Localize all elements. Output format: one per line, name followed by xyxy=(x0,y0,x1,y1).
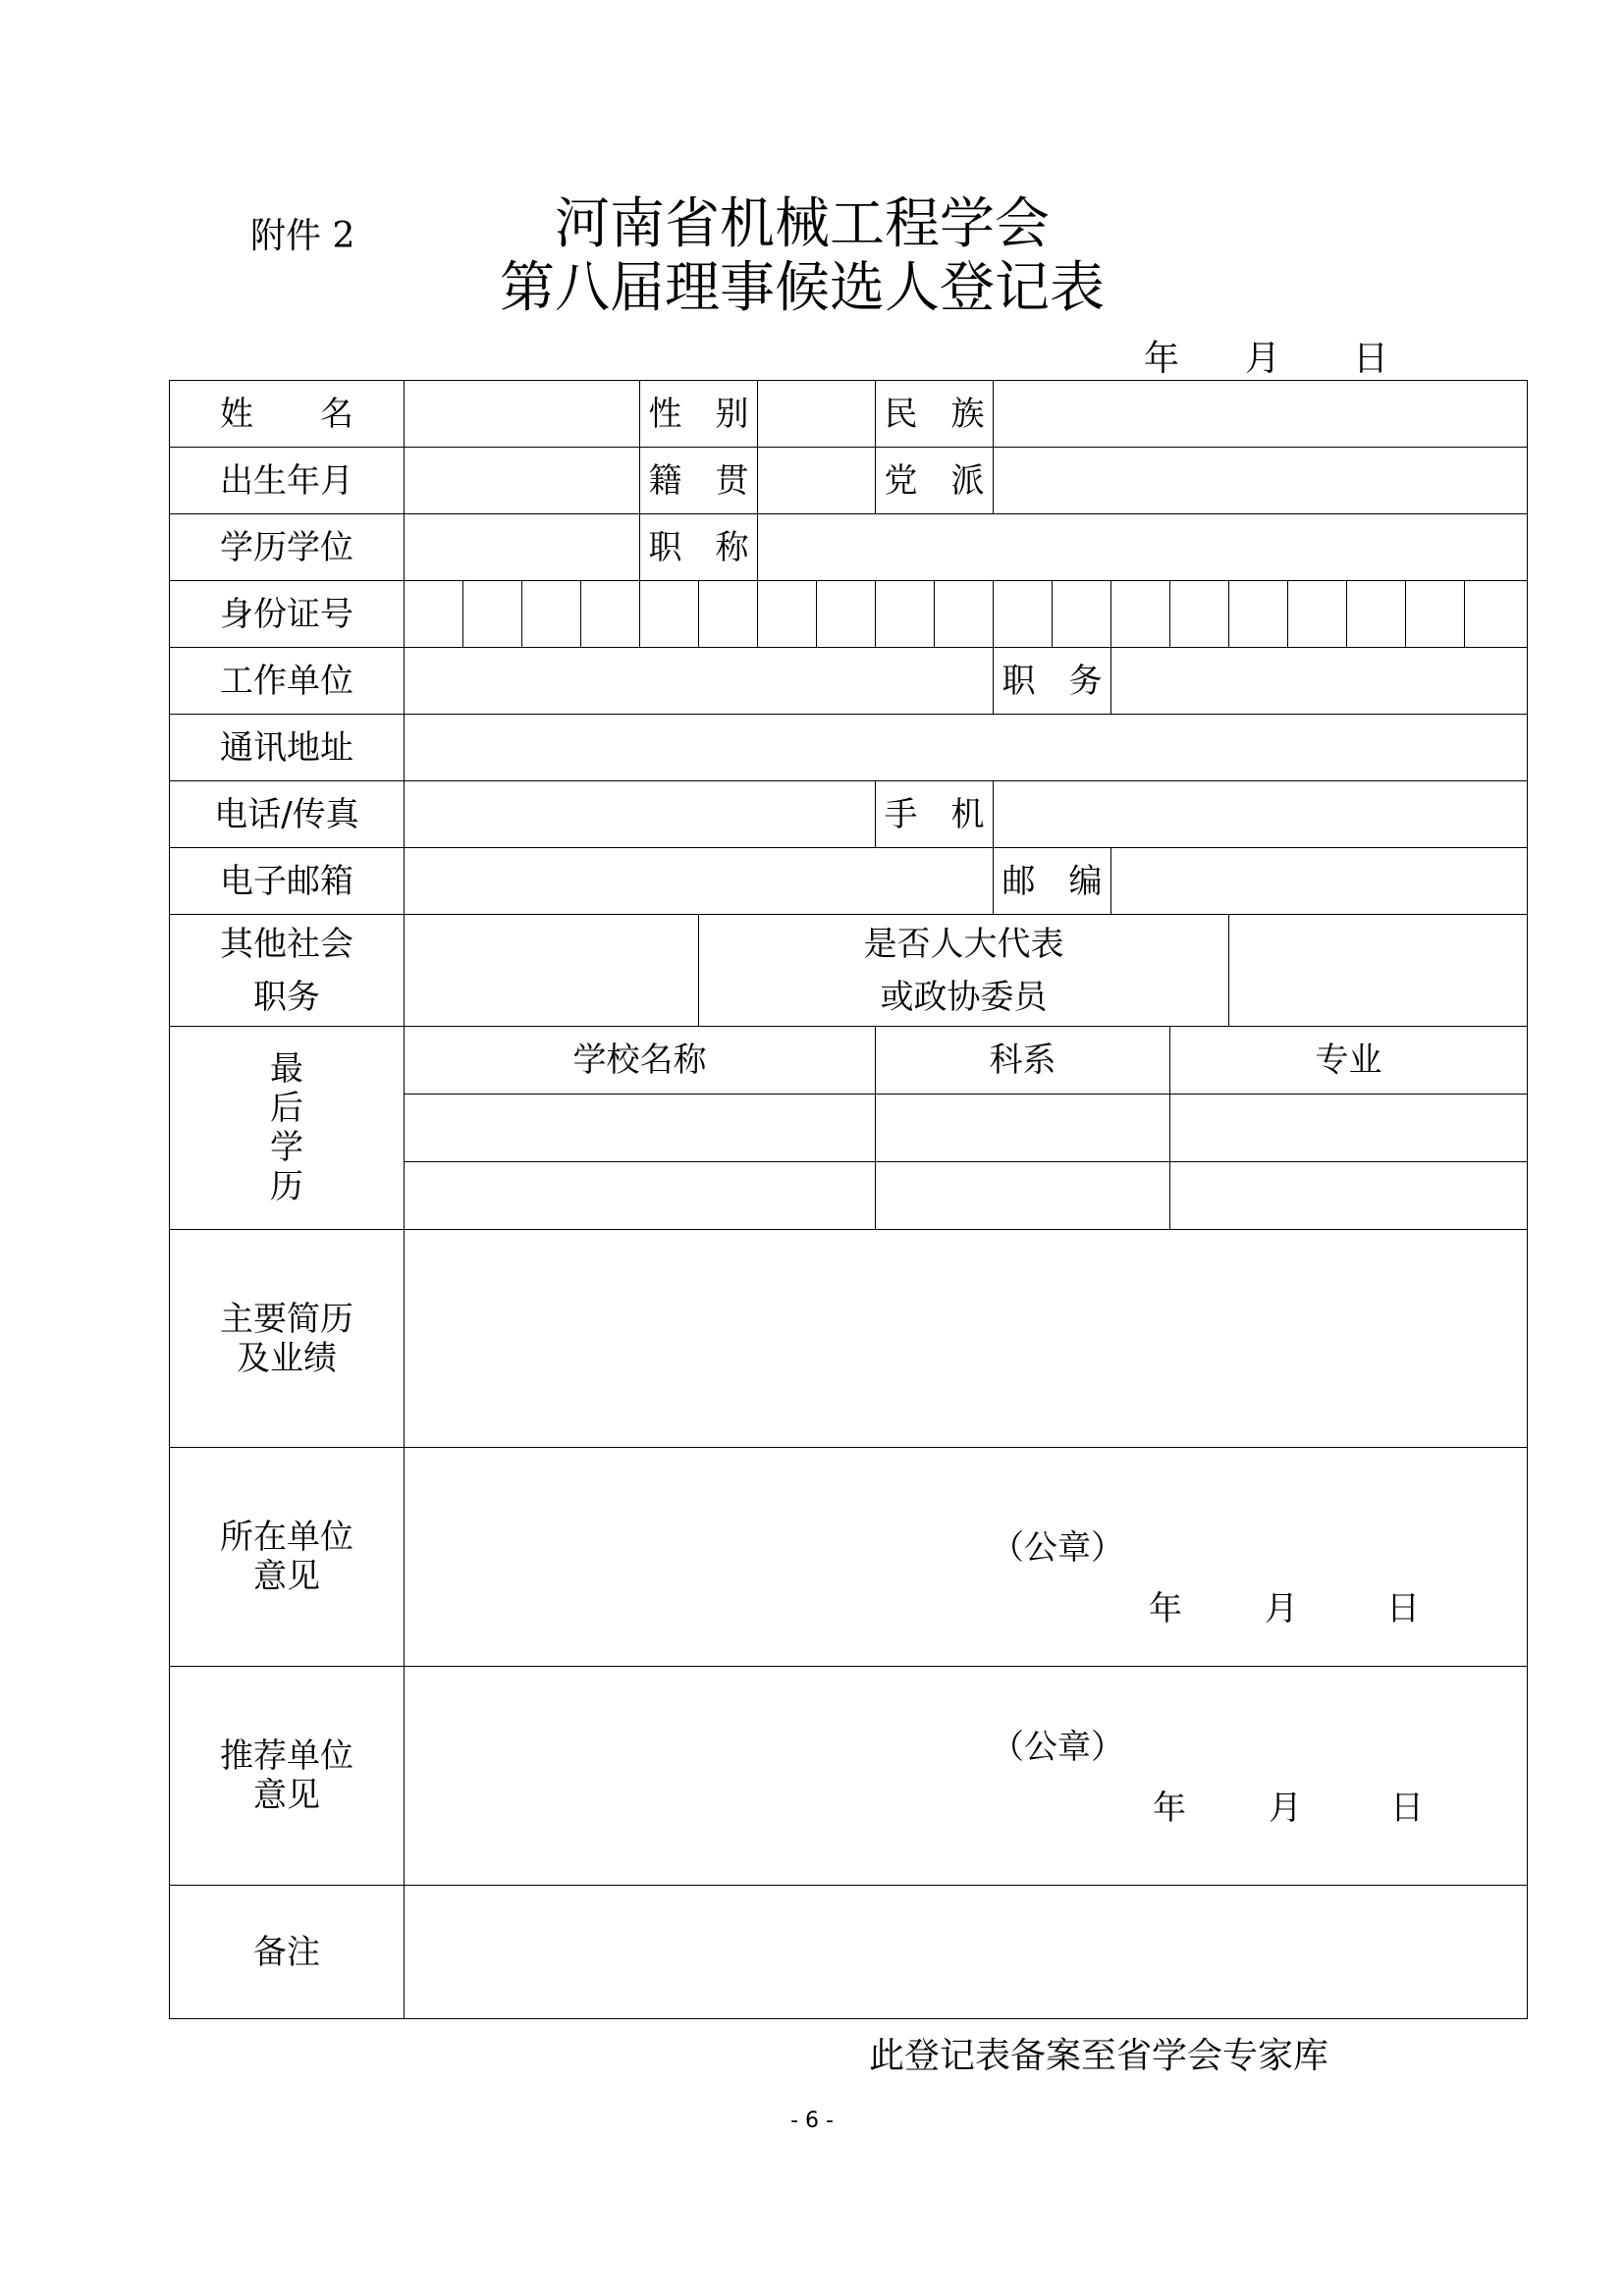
label-address: 通讯地址 xyxy=(170,715,405,781)
title-line-2: 第八届理事候选人登记表 xyxy=(500,256,1105,320)
page-number: - 6 - xyxy=(790,2109,834,2133)
last-edu-char: 后 xyxy=(270,1089,303,1128)
label-education-degree: 学历学位 xyxy=(170,514,405,581)
ethnicity-field[interactable] xyxy=(994,381,1528,448)
label-party: 党 派 xyxy=(876,448,994,514)
unit-date-year: 年 xyxy=(1149,1589,1182,1629)
label-title: 职 称 xyxy=(640,514,758,581)
school-name-field[interactable] xyxy=(405,1095,876,1162)
label-npc-member xyxy=(699,915,1229,1027)
email-field[interactable] xyxy=(405,848,994,915)
label-phone-fax: 电话/传真 xyxy=(170,781,405,848)
label-postcode: 邮 编 xyxy=(994,848,1111,915)
native-place-field[interactable] xyxy=(758,448,876,514)
major-field[interactable] xyxy=(1170,1095,1528,1162)
id-digit-cell[interactable] xyxy=(935,581,994,648)
label-recommend-opinion xyxy=(170,1667,405,1886)
label-name: 姓 名 xyxy=(170,381,405,448)
resume-field[interactable] xyxy=(405,1230,1528,1448)
label-other-posts-line2: 职务 xyxy=(253,977,320,1017)
label-other-posts xyxy=(170,915,405,1027)
phone-fax-field[interactable] xyxy=(405,781,876,848)
label-mobile: 手 机 xyxy=(876,781,994,848)
label-id-number: 身份证号 xyxy=(170,581,405,648)
id-digit-cell[interactable] xyxy=(1406,581,1465,648)
date-year-label: 年 xyxy=(1144,339,1180,379)
label-email: 电子邮箱 xyxy=(170,848,405,915)
birth-field[interactable] xyxy=(405,448,640,514)
other-posts-field[interactable] xyxy=(405,915,699,1027)
label-ethnicity: 民 族 xyxy=(876,381,994,448)
label-work-unit: 工作单位 xyxy=(170,648,405,715)
id-digit-cell[interactable] xyxy=(1053,581,1111,648)
label-resume xyxy=(170,1230,405,1448)
mobile-field[interactable] xyxy=(994,781,1528,848)
label-other-posts-line1: 其他社会 xyxy=(220,924,353,964)
unit-stamp-label: （公章） xyxy=(991,1528,1124,1568)
attachment-label: 附件 2 xyxy=(250,216,355,256)
id-digit-cell[interactable] xyxy=(699,581,758,648)
label-resume-line1: 主要简历 xyxy=(220,1299,353,1339)
recommend-date-month: 月 xyxy=(1269,1789,1302,1828)
id-digit-cell[interactable] xyxy=(817,581,876,648)
label-recommend-opinion-line2: 意见 xyxy=(253,1776,320,1815)
id-digit-cell[interactable] xyxy=(876,581,935,648)
position-field[interactable] xyxy=(1111,648,1528,715)
major-field[interactable] xyxy=(1170,1162,1528,1230)
unit-opinion-field[interactable] xyxy=(405,1448,1528,1667)
label-last-education xyxy=(170,1027,405,1230)
label-native-place: 籍 贯 xyxy=(640,448,758,514)
party-field[interactable] xyxy=(994,448,1528,514)
id-digit-cell[interactable] xyxy=(1465,581,1528,648)
date-day-label: 日 xyxy=(1353,339,1389,379)
department-field[interactable] xyxy=(876,1095,1170,1162)
id-digit-cell[interactable] xyxy=(1111,581,1170,648)
address-field[interactable] xyxy=(405,715,1528,781)
last-edu-char: 学 xyxy=(270,1128,303,1167)
title-field[interactable] xyxy=(758,514,1528,581)
label-resume-line2: 及业绩 xyxy=(237,1338,337,1378)
label-npc-line1: 是否人大代表 xyxy=(863,924,1064,964)
unit-date-month: 月 xyxy=(1265,1589,1298,1629)
npc-member-field[interactable] xyxy=(1229,915,1528,1027)
id-digit-cell[interactable] xyxy=(758,581,817,648)
registration-form-table xyxy=(169,380,1528,2019)
id-digit-cell[interactable] xyxy=(640,581,699,648)
id-digit-cell[interactable] xyxy=(1288,581,1347,648)
id-digit-cell[interactable] xyxy=(1229,581,1288,648)
recommend-date-year: 年 xyxy=(1153,1789,1186,1828)
id-digit-cell[interactable] xyxy=(994,581,1053,648)
unit-date-day: 日 xyxy=(1386,1589,1420,1629)
label-position: 职 务 xyxy=(994,648,1111,715)
archive-note: 此登记表备案至省学会专家库 xyxy=(869,2036,1329,2076)
id-digit-cell[interactable] xyxy=(1170,581,1229,648)
name-field[interactable] xyxy=(405,381,640,448)
label-unit-opinion-line2: 意见 xyxy=(253,1557,320,1596)
id-digit-cell[interactable] xyxy=(405,581,463,648)
remarks-field[interactable] xyxy=(405,1886,1528,2019)
label-remarks: 备注 xyxy=(170,1886,405,2019)
header-major: 专业 xyxy=(1170,1027,1528,1095)
title-line-1: 河南省机械工程学会 xyxy=(555,192,1050,256)
last-edu-char: 历 xyxy=(270,1167,303,1206)
label-recommend-opinion-line1: 推荐单位 xyxy=(220,1736,353,1776)
id-digit-cell[interactable] xyxy=(581,581,640,648)
last-edu-char: 最 xyxy=(270,1049,303,1089)
education-degree-field[interactable] xyxy=(405,514,640,581)
id-digit-cell[interactable] xyxy=(463,581,522,648)
label-birth: 出生年月 xyxy=(170,448,405,514)
date-month-label: 月 xyxy=(1245,339,1281,379)
id-digit-cell[interactable] xyxy=(1347,581,1406,648)
postcode-field[interactable] xyxy=(1111,848,1528,915)
label-gender: 性 别 xyxy=(640,381,758,448)
gender-field[interactable] xyxy=(758,381,876,448)
header-department: 科系 xyxy=(876,1027,1170,1095)
label-unit-opinion xyxy=(170,1448,405,1667)
recommend-opinion-field[interactable] xyxy=(405,1667,1528,1886)
label-unit-opinion-line1: 所在单位 xyxy=(220,1518,353,1557)
id-digit-cell[interactable] xyxy=(522,581,581,648)
recommend-date-day: 日 xyxy=(1390,1789,1424,1828)
recommend-stamp-label: （公章） xyxy=(991,1728,1124,1767)
header-school-name: 学校名称 xyxy=(405,1027,876,1095)
school-name-field[interactable] xyxy=(405,1162,876,1230)
work-unit-field[interactable] xyxy=(405,648,994,715)
label-npc-line2: 或政协委员 xyxy=(880,977,1048,1017)
department-field[interactable] xyxy=(876,1162,1170,1230)
